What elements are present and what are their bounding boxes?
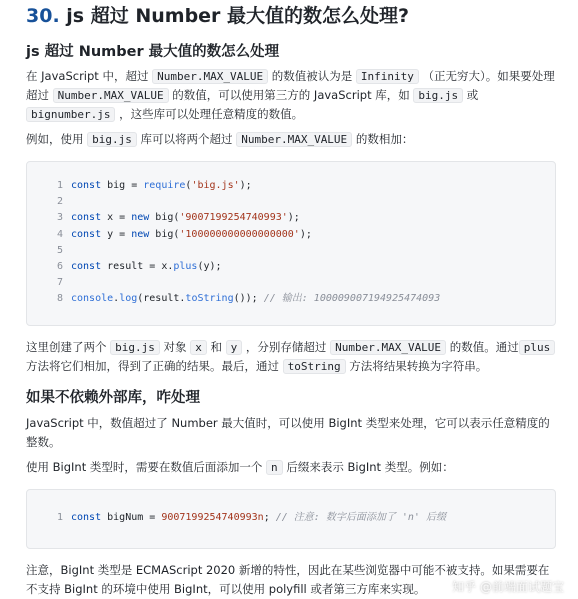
inline-code: x — [190, 340, 207, 355]
inline-code: plus — [519, 340, 556, 355]
code-line — [41, 194, 541, 210]
code-token: '9007199254740993' — [179, 212, 288, 224]
paragraph-intro — [26, 67, 556, 124]
inline-code: n — [266, 460, 283, 475]
inline-code: big.js — [413, 88, 463, 103]
code-token: ); — [239, 180, 252, 191]
inline-code: big.js — [110, 340, 160, 355]
code-line — [41, 210, 541, 226]
line-number: 5 — [56, 244, 63, 256]
code-line — [41, 227, 541, 243]
code-token: const — [71, 212, 102, 224]
code-block-bigint — [26, 489, 556, 549]
inline-code: Number.MAX_VALUE — [152, 69, 268, 84]
code-token: ( — [185, 180, 192, 191]
text: 方法将结果转换为字符串。 — [345, 359, 488, 373]
question-number: 30. — [26, 5, 60, 27]
text: 的数值。通过 — [446, 340, 519, 354]
text: 方法将它们相加，得到了正确的结果。最后，通过 — [26, 359, 283, 373]
code-line — [41, 259, 541, 275]
text: 后缀来表示 BigInt 类型。例如： — [282, 460, 454, 474]
section-heading-2: 如果不依赖外部库，咋处理 — [26, 390, 200, 406]
paragraph-explanation — [26, 338, 556, 376]
code-token: . — [113, 293, 120, 305]
code-token: console — [71, 293, 114, 305]
line-number: 4 — [56, 228, 63, 240]
code-token: const — [71, 260, 102, 272]
code-token: big( — [149, 228, 180, 240]
line-number: 3 — [56, 212, 63, 224]
line-number: 6 — [56, 260, 63, 272]
code-token: const — [71, 180, 102, 191]
text: 处理超过 — [26, 69, 555, 102]
inline-code: Number.MAX_VALUE — [236, 132, 352, 147]
code-comment: // 注意: 数字后面添加了 'n' 后缀 — [275, 512, 446, 523]
paragraph-bigint-usage — [26, 458, 556, 477]
code-token: (result. — [137, 293, 186, 305]
code-lines — [41, 178, 541, 308]
text: 和 — [206, 340, 226, 354]
code-token: const — [71, 512, 102, 523]
text: 的数值，可以使用第三方的 JavaScript 库，如 — [168, 88, 414, 102]
text: （正无穷大）。如果要 — [418, 69, 532, 83]
code-line — [41, 275, 541, 291]
text: 对象 — [159, 340, 191, 354]
inline-code: Number.MAX_VALUE — [53, 88, 169, 103]
code-token: '100000000000000000' — [179, 228, 300, 240]
paragraph-bigint: JavaScript 中，数值超过了 Number 最大值时，可以使用 BigInt 类型来处理，它可以表示任意精度的整数。 — [26, 416, 550, 449]
section-heading-1: js 超过 Number 最大值的数怎么处理 — [26, 44, 280, 60]
text: 在 JavaScript 中，超过 — [26, 69, 153, 83]
code-token: new — [131, 212, 150, 224]
code-token: bigNum = — [101, 512, 162, 523]
code-line — [41, 243, 541, 259]
text: ，这些库可以处理任意精度的数值。 — [115, 107, 304, 121]
text: 这里创建了两个 — [26, 340, 111, 354]
text: ，分别存储超过 — [242, 340, 331, 354]
line-number: 8 — [56, 293, 63, 305]
code-block-bigjs — [26, 161, 556, 326]
inline-code: Infinity — [356, 69, 419, 84]
code-token: ); — [287, 212, 300, 224]
code-token: log — [119, 293, 138, 305]
text: 的数相加： — [352, 132, 414, 146]
code-token: 9007199254740993n — [161, 512, 264, 523]
code-token: (y); — [197, 260, 222, 272]
code-token: y = — [101, 228, 132, 240]
code-token: x = — [101, 212, 132, 224]
code-token: toString — [185, 293, 234, 305]
inline-code: Number.MAX_VALUE — [330, 340, 446, 355]
code-token: const — [71, 228, 102, 240]
code-comment: // 输出: 100009007194925474093 — [263, 293, 441, 305]
code-token: ; — [263, 512, 276, 523]
code-line — [41, 178, 541, 194]
page-title — [26, 0, 556, 41]
code-token: big = — [101, 180, 144, 191]
line-number: 1 — [56, 180, 63, 191]
paragraph-note: 注意，BigInt 类型是 ECMAScript 2020 新增的特性，因此在某些浏览器中可能不被支持。如果需要在不支持 BigInt 的环境中使用 BigInt，可以使用 polyfill 或者第三方库来实现。 — [26, 563, 550, 596]
paragraph-example — [26, 130, 556, 149]
text: 库可以将两个超过 — [136, 132, 237, 146]
inline-code: toString — [283, 359, 346, 374]
question-title: js 超过 Number 最大值的数怎么处理? — [66, 5, 410, 27]
inline-code: y — [226, 340, 243, 355]
text: 例如，使用 — [26, 132, 88, 146]
code-token: result = x. — [101, 260, 174, 272]
line-number: 2 — [56, 196, 63, 208]
text: 使用 BigInt 类型时，需要在数值后面添加一个 — [26, 460, 267, 474]
code-token: 'big.js' — [191, 180, 240, 191]
line-number: 7 — [56, 277, 63, 289]
code-token: ); — [299, 228, 312, 240]
text: 或 — [463, 88, 479, 102]
inline-code: bignumber.js — [26, 107, 115, 122]
code-token: require — [143, 180, 186, 191]
code-token: ()); — [233, 293, 264, 305]
inline-code: big.js — [87, 132, 137, 147]
code-line — [41, 510, 541, 526]
code-token: big( — [149, 212, 180, 224]
watermark: 知乎 @前端面试题宝 — [452, 580, 564, 594]
code-token: plus — [173, 260, 198, 272]
code-line — [41, 291, 541, 307]
text: 的数值被认为是 — [268, 69, 356, 83]
line-number: 1 — [56, 512, 63, 523]
code-token: new — [131, 228, 150, 240]
